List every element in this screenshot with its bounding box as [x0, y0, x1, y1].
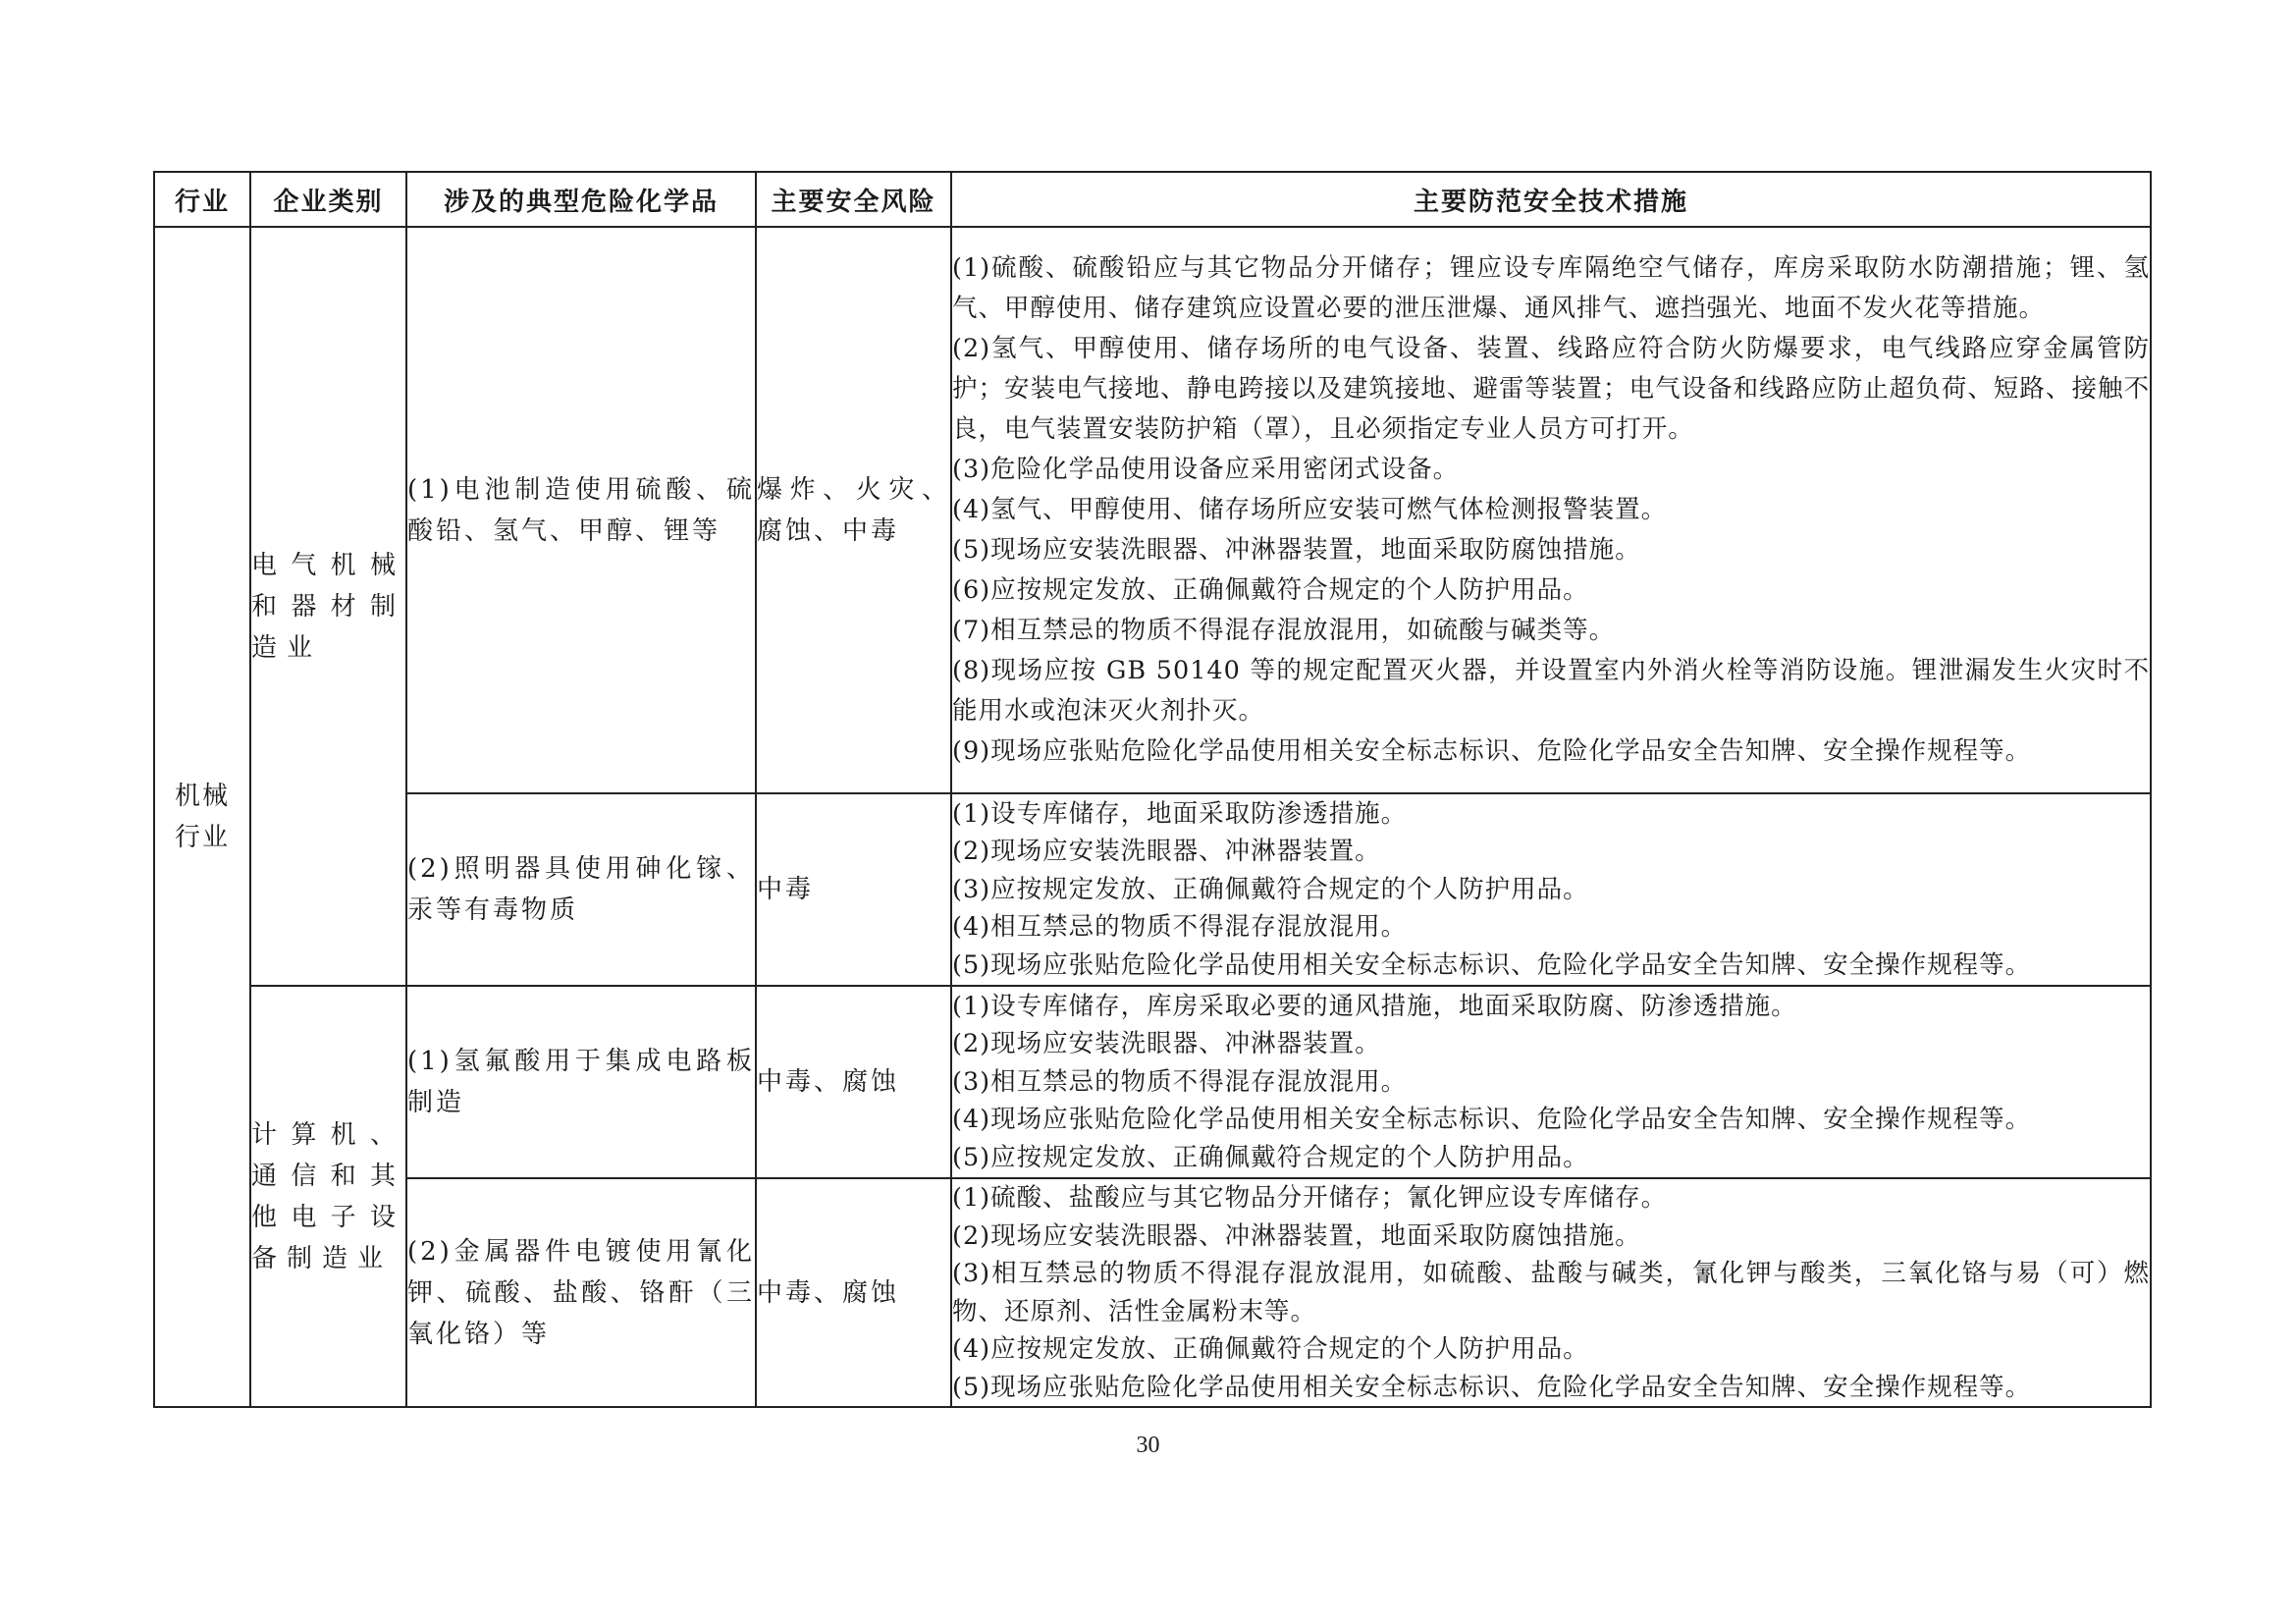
- measure-item: (7)相互禁忌的物质不得混存混放混用，如硫酸与碱类等。: [952, 616, 1616, 645]
- measure-item: (4)相互禁忌的物质不得混存混放混用。: [952, 912, 1408, 943]
- chemicals-cell: (1)电池制造使用硫酸、硫酸铅、氢气、甲醇、锂等: [406, 227, 756, 793]
- measure-item: (6)应按规定发放、正确佩戴符合规定的个人防护用品。: [952, 575, 1589, 605]
- measure-item: (4)氢气、甲醇使用、储存场所应安装可燃气体检测报警装置。: [952, 495, 1668, 524]
- measure-item: (3)应按规定发放、正确佩戴符合规定的个人防护用品。: [952, 874, 1589, 904]
- table-row: [154, 793, 2151, 986]
- measure-item: (2)氢气、甲醇使用、储存场所的电气设备、装置、线路应符合防火防爆要求，电气线路应穿金属管防护；安装电气接地、静电跨接以及建筑接地、避雷等装置；电气设备和线路应防止超负荷、短路、接触不良，电气装置安装防护箱（罩），且必须指定专业人员方可打开。: [952, 334, 2150, 444]
- measure-item: (8)现场应按 GB 50140 等的规定配置灭火器，并设置室内外消火栓等消防设施。锂泄漏发生火灾时不能用水或泡沫灭火剂扑灭。: [952, 656, 2150, 726]
- header-risk: 主要安全风险: [756, 172, 951, 227]
- measure-item: (9)现场应张贴危险化学品使用相关安全标志标识、危险化学品安全告知牌、安全操作规程等。: [952, 736, 2032, 766]
- measure-item: (2)现场应安装洗眼器、冲淋器装置。: [952, 837, 1381, 867]
- measure-item: (1)硫酸、盐酸应与其它物品分开储存；氰化钾应设专库储存。: [952, 1183, 1668, 1213]
- measure-item: (3)相互禁忌的物质不得混存混放混用，如硫酸、盐酸与碱类，氰化钾与酸类，三氧化铬与易（可）燃物、还原剂、活性金属粉末等。: [952, 1259, 2150, 1326]
- measures-cell: [951, 793, 2151, 986]
- measure-item: (1)设专库储存，地面采取防渗透措施。: [952, 798, 1408, 829]
- measure-item: (1)硫酸、硫酸铅应与其它物品分开储存；锂应设专库隔绝空气储存，库房采取防水防潮措施；锂、氢气、甲醇使用、储存建筑应设置必要的泄压泄爆、通风排气、遮挡强光、地面不发火花等措施。: [952, 253, 2150, 323]
- header-chemicals: 涉及的典型危险化学品: [406, 172, 756, 227]
- measure-item: (4)现场应张贴危险化学品使用相关安全标志标识、危险化学品安全告知牌、安全操作规程等。: [952, 1105, 2032, 1135]
- measures-cell: [951, 1178, 2151, 1407]
- header-category: 企业类别: [250, 172, 406, 227]
- measures-cell: [951, 227, 2151, 793]
- risk-cell: 爆炸、火灾、腐蚀、中毒: [756, 227, 951, 793]
- measure-item: (5)现场应安装洗眼器、冲淋器装置，地面采取防腐蚀措施。: [952, 535, 1641, 565]
- table-row: [154, 227, 2151, 793]
- page-number: 30: [1136, 1433, 1160, 1458]
- industry-cell: [154, 227, 250, 1407]
- category-cell: [250, 227, 406, 986]
- industry-label: 机械行业: [175, 782, 231, 852]
- risk-cell: 中毒: [756, 793, 951, 986]
- measure-item: (5)现场应张贴危险化学品使用相关安全标志标识、危险化学品安全告知牌、安全操作规程等。: [952, 949, 2032, 980]
- risk-cell: 中毒、腐蚀: [756, 1178, 951, 1407]
- category-label: 计算机、通信和其他电子设备制造业: [251, 1119, 405, 1273]
- table-header-row: [154, 172, 2151, 227]
- risk-cell: 中毒、腐蚀: [756, 986, 951, 1178]
- measure-item: (5)现场应张贴危险化学品使用相关安全标志标识、危险化学品安全告知牌、安全操作规程等。: [952, 1372, 2032, 1402]
- hazard-measures-table: [153, 171, 2152, 1408]
- measure-item: (5)应按规定发放、正确佩戴符合规定的个人防护用品。: [952, 1142, 1589, 1172]
- measure-item: (3)相互禁忌的物质不得混存混放混用。: [952, 1066, 1408, 1097]
- chemicals-cell: (2)照明器具使用砷化镓、汞等有毒物质: [406, 793, 756, 986]
- measure-item: (1)设专库储存，库房采取必要的通风措施，地面采取防腐、防渗透措施。: [952, 991, 1797, 1021]
- header-industry: 行业: [154, 172, 250, 227]
- measure-item: (2)现场应安装洗眼器、冲淋器装置。: [952, 1029, 1381, 1059]
- measure-item: (2)现场应安装洗眼器、冲淋器装置，地面采取防腐蚀措施。: [952, 1220, 1641, 1251]
- measure-item: (3)危险化学品使用设备应采用密闭式设备。: [952, 455, 1460, 484]
- category-cell: [250, 986, 406, 1407]
- chemicals-cell: (1)氢氟酸用于集成电路板制造: [406, 986, 756, 1178]
- table-row: [154, 986, 2151, 1178]
- measure-item: (4)应按规定发放、正确佩戴符合规定的个人防护用品。: [952, 1334, 1589, 1364]
- chemicals-cell: (2)金属器件电镀使用氰化钾、硫酸、盐酸、铬酐（三氧化铬）等: [406, 1178, 756, 1407]
- header-measures: 主要防范安全技术措施: [951, 172, 2151, 227]
- measures-cell: [951, 986, 2151, 1178]
- table-row: [154, 1178, 2151, 1407]
- category-label: 电气机械和器材制造业: [251, 550, 405, 663]
